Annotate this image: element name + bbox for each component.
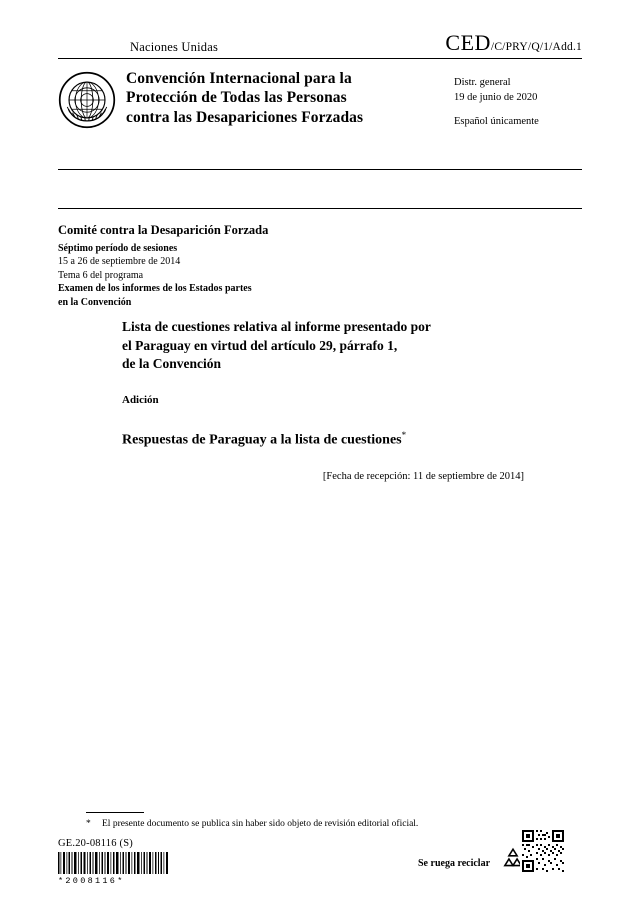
reception-date: [Fecha de recepción: 11 de septiembre de 2014] bbox=[322, 470, 524, 482]
list-of-issues-title-line3: de la Convención bbox=[122, 356, 222, 372]
barcode-number: *2008116* bbox=[58, 876, 125, 886]
document-symbol-suffix: /C/PRY/Q/1/Add.1 bbox=[490, 41, 582, 53]
masthead-body bbox=[58, 59, 582, 170]
masthead-top-row bbox=[58, 30, 582, 59]
responses-title-text: Respuestas de Paraguay a la lista de cuestiones bbox=[122, 432, 402, 448]
distribution-date: 19 de junio de 2020 bbox=[454, 92, 538, 104]
committee-block bbox=[58, 222, 582, 309]
document-symbol bbox=[445, 30, 582, 56]
committee-name: Comité contra la Desaparición Forzada bbox=[58, 223, 269, 237]
convention-title-line3: contra las Desapariciones Forzadas bbox=[126, 108, 364, 126]
committee-session: Séptimo período de sesiones bbox=[58, 242, 178, 254]
committee-session-dates: 15 a 26 de septiembre de 2014 bbox=[58, 256, 181, 268]
footnote bbox=[86, 818, 556, 830]
agenda-title-line1: Examen de los informes de los Estados partes bbox=[58, 283, 252, 295]
convention-title-line2: Protección de Todas las Personas bbox=[126, 89, 347, 107]
list-of-issues-title bbox=[122, 318, 542, 374]
footnote-text: El presente documento se publica sin haber sido objeto de revisión editorial oficial. bbox=[102, 819, 419, 829]
agenda-title-line2: en la Convención bbox=[58, 296, 132, 308]
list-of-issues-title-line1: Lista de cuestiones relativa al informe presentado por bbox=[122, 319, 431, 334]
section-divider bbox=[58, 208, 582, 209]
distribution-type: Distr. general bbox=[454, 77, 511, 88]
convention-title-line1: Convención Internacional para la bbox=[126, 70, 352, 87]
footnote-divider bbox=[86, 812, 144, 813]
distribution-metadata bbox=[454, 69, 582, 130]
masthead bbox=[58, 30, 582, 170]
responses-footnote-marker: * bbox=[401, 429, 407, 440]
recycle-text: Se ruega reciclar bbox=[418, 858, 491, 869]
main-heading-block bbox=[122, 318, 542, 482]
language-note: Español únicamente bbox=[454, 116, 539, 128]
organization-name: Naciones Unidas bbox=[130, 40, 219, 54]
barcode-icon bbox=[58, 852, 168, 879]
footnote-marker: * bbox=[86, 819, 91, 829]
addition-label: Adición bbox=[122, 393, 159, 406]
convention-title bbox=[122, 69, 454, 127]
un-emblem-icon bbox=[58, 69, 122, 134]
document-symbol-prefix: CED bbox=[445, 30, 491, 55]
responses-title bbox=[122, 430, 542, 449]
ge-code: GE.20-08116 (S) bbox=[58, 838, 133, 849]
list-of-issues-title-line2: el Paraguay en virtud del artículo 29, párrafo 1, bbox=[122, 337, 398, 353]
agenda-item: Tema 6 del programa bbox=[58, 269, 144, 281]
qr-code-icon bbox=[520, 828, 566, 879]
